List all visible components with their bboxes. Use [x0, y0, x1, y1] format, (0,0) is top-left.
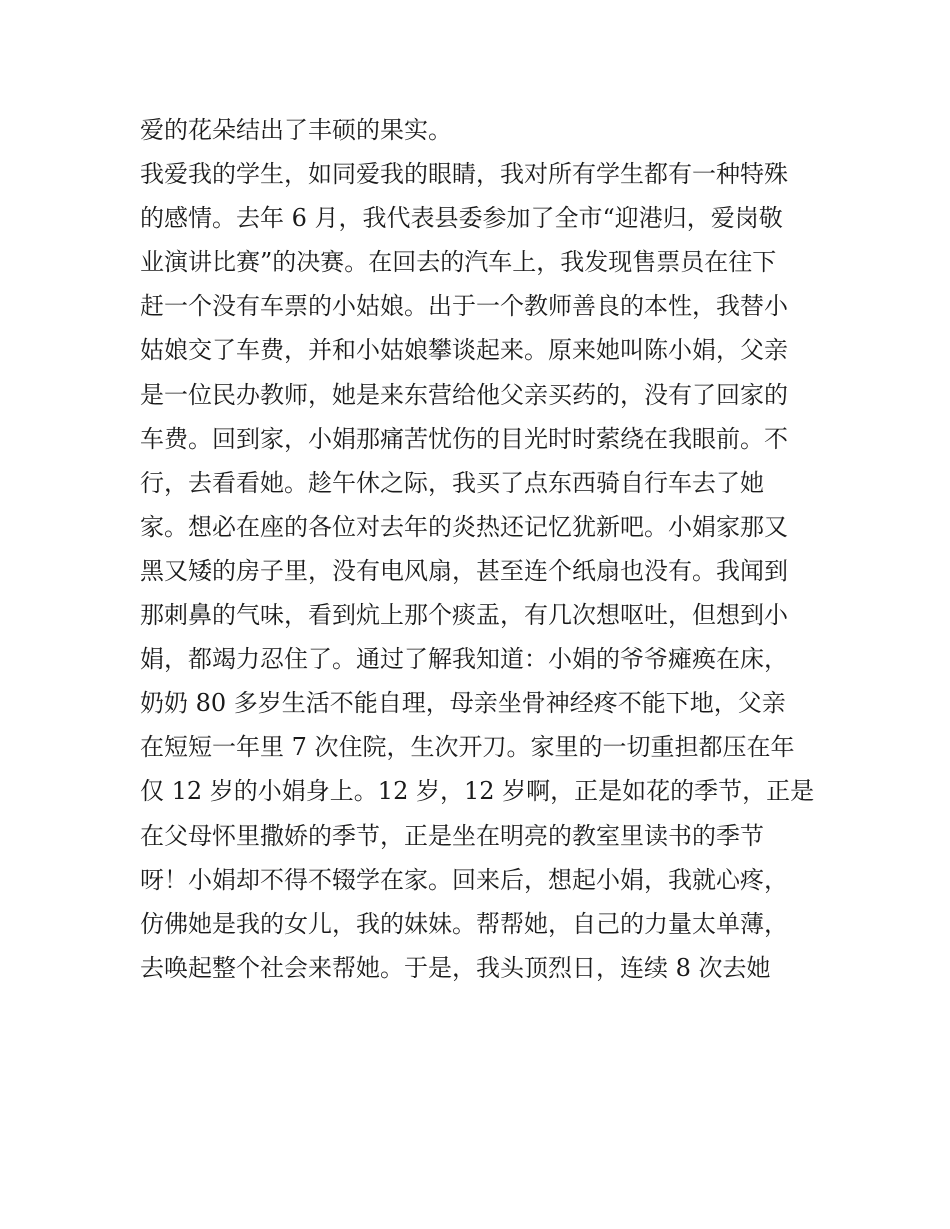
text-line: 在短短一年里 7 次住院，生次开刀。家里的一切重担都压在年 — [140, 733, 795, 762]
text-line: 去唤起整个社会来帮她。于是，我头顶烈日，连续 8 次去她 — [140, 953, 771, 982]
text-line: 行，去看看她。趁午休之际，我买了点东西骑自行车去了她 — [140, 468, 764, 497]
text-line: 在父母怀里撒娇的季节，正是坐在明亮的教室里读书的季节 — [140, 821, 764, 850]
text-line: 是一位民办教师，她是来东营给他父亲买药的，没有了回家的 — [140, 380, 788, 409]
text-line: 呀！小娟却不得不辍学在家。回来后，想起小娟，我就心疼， — [140, 865, 788, 894]
text-line: 仿佛她是我的女儿，我的妹妹。帮帮她，自己的力量太单薄， — [140, 909, 788, 938]
text-line: 奶奶 80 多岁生活不能自理，母亲坐骨神经疼不能下地，父亲 — [140, 689, 786, 718]
text-line: 的感情。去年 6 月，我代表县委参加了全市“迎港归，爱岗敬 — [140, 204, 783, 233]
text-line: 我爱我的学生，如同爱我的眼睛，我对所有学生都有一种特殊 — [140, 160, 788, 189]
text-line: 车费。回到家，小娟那痛苦忧伤的目光时时萦绕在我眼前。不 — [140, 424, 788, 453]
text-line: 那刺鼻的气味，看到炕上那个痰盂，有几次想呕吐，但想到小 — [140, 601, 788, 630]
text-line: 姑娘交了车费，并和小姑娘攀谈起来。原来她叫陈小娟，父亲 — [140, 336, 788, 365]
text-line: 爱的花朵结出了丰硕的果实。 — [140, 116, 452, 144]
body-text — [140, 108, 820, 990]
text-line: 家。想必在座的各位对去年的炎热还记忆犹新吧。小娟家那又 — [140, 512, 788, 541]
text-line: 赶一个没有车票的小姑娘。出于一个教师善良的本性，我替小 — [140, 292, 788, 321]
text-line: 业演讲比赛”的决赛。在回去的汽车上，我发现售票员在往下 — [140, 248, 777, 277]
text-line: 仅 12 岁的小娟身上。12 岁，12 岁啊，正是如花的季节，正是 — [140, 777, 815, 806]
text-line: 黑又矮的房子里，没有电风扇，甚至连个纸扇也没有。我闻到 — [140, 556, 788, 585]
text-line: 娟，都竭力忍住了。通过了解我知道：小娟的爷爷瘫痪在床， — [140, 645, 788, 674]
